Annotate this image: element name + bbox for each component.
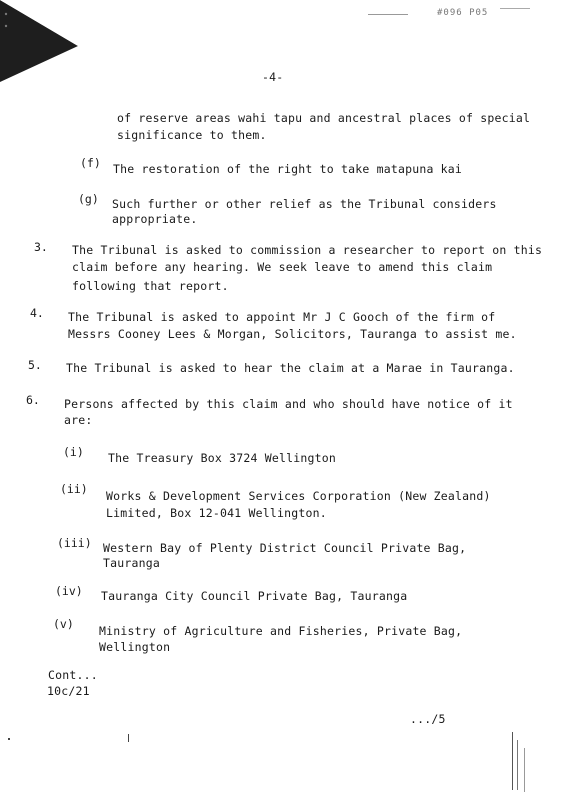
item-iii-line-2: Tauranga	[103, 556, 160, 570]
paragraph-5-number: 5.	[28, 358, 42, 372]
paragraph-4-line-2: Messrs Cooney Lees & Morgan, Solicitors, Tauranga to assist me.	[68, 327, 517, 341]
scan-edge-line-3	[524, 748, 525, 792]
item-ii-label: (ii)	[60, 482, 88, 496]
item-g-label: (g)	[78, 192, 99, 206]
paragraph-3-number: 3.	[34, 240, 48, 254]
paragraph-3-line-3: following that report.	[72, 279, 229, 293]
item-i-label: (i)	[63, 445, 84, 459]
item-g-line-2: appropriate.	[112, 212, 198, 226]
item-iii-line-1: Western Bay of Plenty District Council Private Bag,	[103, 541, 467, 555]
reference-code: 10c/21	[47, 684, 90, 698]
item-v-line-2: Wellington	[99, 640, 171, 654]
item-v-line-1: Ministry of Agriculture and Fisheries, Private Bag,	[99, 624, 463, 638]
paragraph-5-line-1: The Tribunal is asked to hear the claim at a Marae in Tauranga.	[66, 361, 515, 375]
scan-artifact-mark	[128, 734, 129, 742]
item-f-label: (f)	[80, 156, 101, 170]
paragraph-6-number: 6.	[26, 393, 40, 407]
paragraph-6-line-2: are:	[64, 413, 93, 427]
paragraph-6-line-1: Persons affected by this claim and who should have notice of it	[64, 397, 513, 411]
item-ii-line-2: Limited, Box 12-041 Wellington.	[106, 506, 327, 520]
header-rule	[368, 14, 408, 15]
item-iv-text: Tauranga City Council Private Bag, Tauranga	[101, 589, 408, 603]
continued-note: Cont...	[48, 668, 98, 682]
item-i-text: The Treasury Box 3724 Wellington	[108, 451, 336, 465]
item-iii-label: (iii)	[57, 536, 92, 550]
header-stamp: #096 P05	[437, 8, 489, 18]
header-rule-right	[500, 8, 530, 9]
scan-artifact-dot	[8, 738, 10, 740]
item-iv-label: (iv)	[55, 584, 83, 598]
scan-edge-line-1	[512, 732, 513, 790]
corner-shadow-mark	[0, 0, 80, 82]
paragraph-4-number: 4.	[30, 306, 44, 320]
intro-line-1: of reserve areas wahi tapu and ancestral places of special	[117, 111, 531, 125]
paragraph-3-line-1: The Tribunal is asked to commission a researcher to report on this	[72, 243, 543, 257]
item-g-line-1: Such further or other relief as the Tribunal considers	[112, 197, 497, 211]
paragraph-4-line-1: The Tribunal is asked to appoint Mr J C Gooch of the firm of	[68, 310, 496, 324]
next-page-note: .../5	[410, 712, 446, 726]
item-v-label: (v)	[53, 617, 74, 631]
page-number: -4-	[262, 70, 284, 84]
item-ii-line-1: Works & Development Services Corporation (New Zealand)	[106, 489, 491, 503]
paragraph-3-line-2: claim before any hearing. We seek leave to amend this claim	[72, 260, 493, 274]
intro-line-2: significance to them.	[117, 128, 267, 142]
item-f-text: The restoration of the right to take matapuna kai	[113, 162, 463, 176]
scan-edge-line-2	[517, 740, 518, 790]
